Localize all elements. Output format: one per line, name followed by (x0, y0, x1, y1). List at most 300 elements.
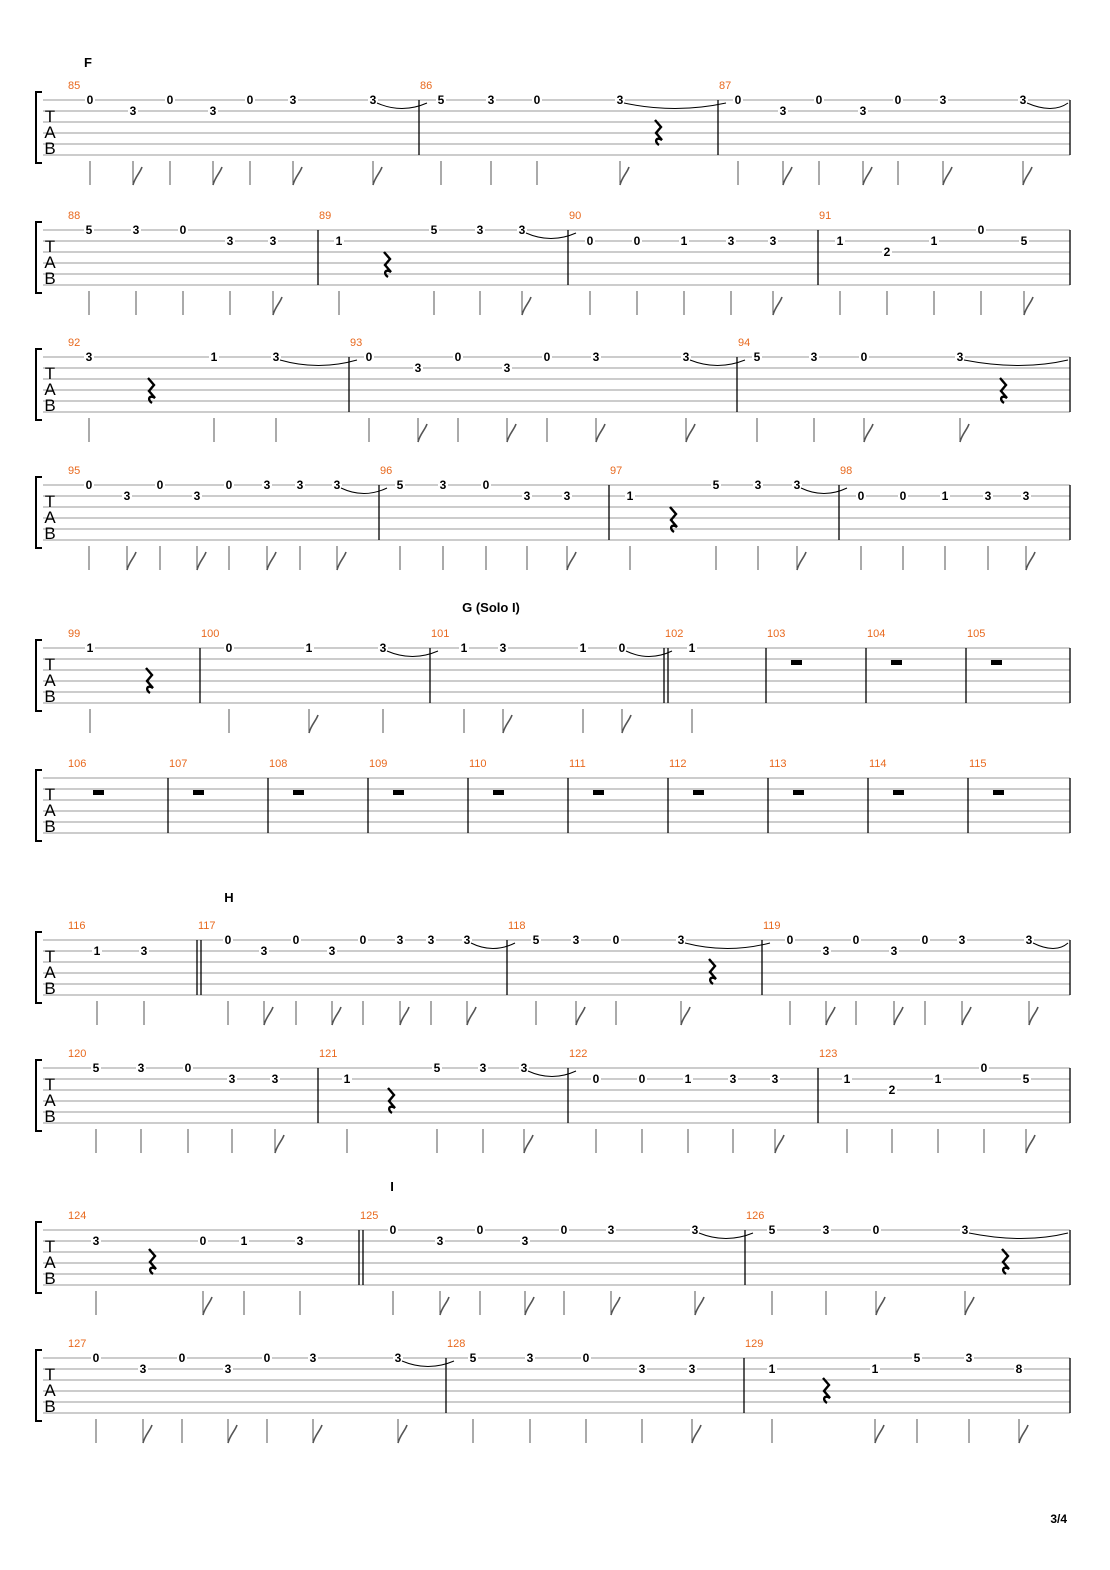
fret-number: 3 (193, 489, 201, 503)
fret-number: 5 (753, 350, 761, 364)
tab-clef-letter: B (44, 687, 56, 706)
tab-clef-letter: T (44, 492, 56, 511)
measure-number: 123 (819, 1048, 838, 1060)
fret-number: 3 (228, 1072, 236, 1086)
fret-number: 0 (199, 1234, 207, 1248)
half-rest (493, 790, 504, 795)
measure-number: 90 (569, 210, 582, 222)
fret-number: 1 (836, 234, 844, 248)
tab-clef-letter: B (44, 817, 56, 836)
fret-number: 1 (768, 1362, 776, 1376)
fret-number: 1 (680, 234, 688, 248)
fret-number: 3 (727, 234, 735, 248)
fret-number: 3 (263, 478, 271, 492)
tab-clef-letter: A (44, 1381, 56, 1400)
measure-number: 117 (198, 920, 216, 932)
half-rest (793, 790, 804, 795)
measure-number: 128 (447, 1338, 466, 1350)
tie-arc (964, 360, 1068, 366)
measure-number: 113 (769, 758, 787, 770)
measure-number: 121 (319, 1048, 338, 1060)
fret-number: 3 (479, 1061, 487, 1075)
fret-number: 3 (328, 944, 336, 958)
fret-number: 3 (503, 361, 511, 375)
fret-number: 0 (482, 478, 490, 492)
fret-number: 0 (894, 93, 902, 107)
fret-number: 0 (454, 350, 462, 364)
tab-clef-letter: A (44, 963, 56, 982)
tie-arc (341, 488, 387, 494)
fret-number: 3 (769, 234, 777, 248)
fret-number: 3 (779, 104, 787, 118)
fret-number: 0 (359, 933, 367, 947)
tab-clef-letter: A (44, 253, 56, 272)
eighth-flag (775, 1135, 784, 1153)
system-bracket (36, 349, 42, 420)
eighth-flag (875, 1425, 884, 1443)
tab-clef-letter: T (44, 237, 56, 256)
fret-number: 1 (335, 234, 343, 248)
fret-number: 3 (463, 933, 471, 947)
tie-arc (626, 651, 672, 657)
tab-system (36, 1338, 1070, 1443)
fret-number: 3 (810, 350, 818, 364)
eighth-flag (467, 1007, 476, 1025)
quarter-rest (670, 507, 677, 532)
fret-number: 3 (139, 1362, 147, 1376)
measure-number: 101 (431, 628, 450, 640)
eighth-flag (567, 552, 576, 570)
half-rest (193, 790, 204, 795)
fret-number: 3 (309, 1351, 317, 1365)
tie-arc (969, 1233, 1068, 1239)
fret-number: 3 (688, 1362, 696, 1376)
fret-number: 0 (734, 93, 742, 107)
fret-number: 0 (980, 1061, 988, 1075)
eighth-flag (503, 715, 512, 733)
tab-clef-letter: A (44, 671, 56, 690)
half-rest (393, 790, 404, 795)
fret-number: 0 (582, 1351, 590, 1365)
eighth-flag (143, 1425, 152, 1443)
fret-number: 1 (843, 1072, 851, 1086)
fret-number: 3 (607, 1223, 615, 1237)
measure-number: 103 (767, 628, 786, 640)
fret-number: 1 (941, 489, 949, 503)
fret-number: 3 (1025, 933, 1033, 947)
fret-number: 3 (958, 933, 966, 947)
eighth-flag (863, 167, 872, 185)
fret-number: 0 (852, 933, 860, 947)
fret-number: 5 (1020, 234, 1028, 248)
fret-number: 3 (269, 234, 277, 248)
fret-number: 3 (296, 478, 304, 492)
fret-number: 3 (793, 478, 801, 492)
eighth-flag (332, 1007, 341, 1025)
fret-number: 0 (292, 933, 300, 947)
system-bracket (36, 1222, 42, 1293)
fret-number: 0 (86, 93, 94, 107)
fret-number: 3 (965, 1351, 973, 1365)
measure-number: 88 (68, 210, 81, 222)
fret-number: 1 (871, 1362, 879, 1376)
half-rest (991, 660, 1002, 665)
measure-number: 106 (68, 758, 87, 770)
fret-number: 5 (433, 1061, 441, 1075)
fret-number: 0 (533, 93, 541, 107)
system-bracket (36, 477, 42, 548)
tab-system (36, 600, 1070, 733)
tab-system (36, 55, 1070, 185)
fret-number: 1 (688, 641, 696, 655)
fret-number: 5 (532, 933, 540, 947)
fret-number: 1 (240, 1234, 248, 1248)
tab-clef-letter: B (44, 524, 56, 543)
fret-number: 0 (977, 223, 985, 237)
eighth-flag (1023, 167, 1032, 185)
fret-number: 0 (225, 478, 233, 492)
tab-system (36, 210, 1070, 315)
tab-clef-letter: B (44, 1107, 56, 1126)
fret-number: 1 (460, 641, 468, 655)
fret-number: 8 (1015, 1362, 1023, 1376)
fret-number: 0 (872, 1223, 880, 1237)
fret-number: 0 (899, 489, 907, 503)
half-rest (993, 790, 1004, 795)
fret-number: 0 (786, 933, 794, 947)
tie-arc (1033, 943, 1068, 949)
fret-number: 3 (487, 93, 495, 107)
fret-number: 3 (289, 93, 297, 107)
fret-number: 3 (859, 104, 867, 118)
eighth-flag (213, 167, 222, 185)
eighth-flag (943, 167, 952, 185)
eighth-flag (525, 1297, 534, 1315)
tab-clef-letter: T (44, 1365, 56, 1384)
system-bracket (36, 92, 42, 163)
tab-system (36, 758, 1070, 841)
fret-number: 0 (612, 933, 620, 947)
eighth-flag (133, 167, 142, 185)
fret-number: 3 (729, 1072, 737, 1086)
tab-clef-letter: B (44, 1397, 56, 1416)
system-bracket (36, 1060, 42, 1131)
half-rest (791, 660, 802, 665)
fret-number: 0 (178, 1351, 186, 1365)
fret-number: 3 (638, 1362, 646, 1376)
tab-clef-letter: T (44, 364, 56, 383)
measure-number: 92 (68, 337, 81, 349)
tab-clef-letter: A (44, 1091, 56, 1110)
measure-number: 91 (819, 210, 832, 222)
fret-number: 1 (86, 641, 94, 655)
tab-clef-letter: B (44, 979, 56, 998)
measure-number: 108 (269, 758, 288, 770)
section-label: I (390, 1179, 394, 1194)
fret-number: 3 (132, 223, 140, 237)
fret-number: 3 (956, 350, 964, 364)
tab-clef-letter: B (44, 139, 56, 158)
fret-number: 3 (296, 1234, 304, 1248)
tab-clef-letter: T (44, 1075, 56, 1094)
measure-number: 127 (68, 1338, 87, 1350)
fret-number: 0 (389, 1223, 397, 1237)
fret-number: 3 (260, 944, 268, 958)
section-label: F (84, 55, 92, 70)
system-bracket (36, 1350, 42, 1421)
tab-clef-letter: B (44, 269, 56, 288)
eighth-flag (620, 167, 629, 185)
systems-layer (36, 55, 1070, 1443)
tab-clef-letter: A (44, 1253, 56, 1272)
tab-system (36, 890, 1070, 1025)
tab-clef-letter: A (44, 380, 56, 399)
fret-number: 0 (860, 350, 868, 364)
measure-number: 111 (569, 758, 586, 770)
section-label: G (Solo I) (462, 600, 520, 615)
fret-number: 0 (179, 223, 187, 237)
measure-number: 96 (380, 465, 393, 477)
fret-number: 3 (592, 350, 600, 364)
fret-number: 3 (499, 641, 507, 655)
fret-number: 3 (691, 1223, 699, 1237)
tab-clef-letter: A (44, 123, 56, 142)
fret-number: 3 (396, 933, 404, 947)
tie-arc (685, 943, 770, 949)
fret-number: 1 (305, 641, 313, 655)
eighth-flag (275, 1135, 284, 1153)
measure-number: 125 (360, 1210, 379, 1222)
eighth-flag (1026, 1135, 1035, 1153)
measure-number: 97 (610, 465, 623, 477)
fret-number: 3 (526, 1351, 534, 1365)
fret-number: 0 (246, 93, 254, 107)
eighth-flag (1029, 1007, 1038, 1025)
fret-number: 3 (271, 1072, 279, 1086)
tab-clef-letter: A (44, 801, 56, 820)
fret-number: 3 (123, 489, 131, 503)
section-label: H (224, 890, 234, 905)
tab-system (36, 1048, 1070, 1153)
eighth-flag (127, 552, 136, 570)
tie-arc (280, 360, 357, 366)
measure-number: 112 (669, 758, 687, 770)
fret-number: 0 (184, 1061, 192, 1075)
fret-number: 3 (414, 361, 422, 375)
fret-number: 5 (430, 223, 438, 237)
tie-arc (1027, 103, 1068, 109)
quarter-rest (1002, 1249, 1009, 1274)
measure-number: 86 (420, 80, 433, 92)
fret-number: 0 (543, 350, 551, 364)
tie-arc (528, 1071, 576, 1077)
fret-number: 0 (365, 350, 373, 364)
fret-number: 3 (333, 478, 341, 492)
half-rest (293, 790, 304, 795)
tie-arc (801, 488, 847, 494)
eighth-flag (264, 1007, 273, 1025)
eighth-flag (337, 552, 346, 570)
measure-number: 110 (469, 758, 487, 770)
fret-number: 3 (129, 104, 137, 118)
eighth-flag (783, 167, 792, 185)
fret-number: 5 (396, 478, 404, 492)
measure-number: 93 (350, 337, 363, 349)
fret-number: 3 (369, 93, 377, 107)
eighth-flag (611, 1297, 620, 1315)
fret-number: 3 (521, 1234, 529, 1248)
eighth-flag (522, 297, 531, 315)
measure-number: 89 (319, 210, 332, 222)
fret-number: 3 (427, 933, 435, 947)
fret-number: 1 (579, 641, 587, 655)
fret-number: 0 (225, 641, 233, 655)
fret-number: 0 (638, 1072, 646, 1086)
tab-clef-letter: T (44, 785, 56, 804)
measure-number: 122 (569, 1048, 588, 1060)
eighth-flag (418, 424, 427, 442)
half-rest (93, 790, 104, 795)
eighth-flag (440, 1297, 449, 1315)
fret-number: 3 (518, 223, 526, 237)
fret-number: 5 (85, 223, 93, 237)
fret-number: 0 (592, 1072, 600, 1086)
eighth-flag (400, 1007, 409, 1025)
fret-number: 3 (272, 350, 280, 364)
eighth-flag (596, 424, 605, 442)
fret-number: 3 (939, 93, 947, 107)
fret-number: 0 (921, 933, 929, 947)
fret-number: 5 (913, 1351, 921, 1365)
eighth-flag (507, 424, 516, 442)
eighth-flag (1024, 297, 1033, 315)
fret-number: 0 (224, 933, 232, 947)
system-bracket (36, 932, 42, 1003)
fret-number: 0 (476, 1223, 484, 1237)
eighth-flag (797, 552, 806, 570)
measure-number: 116 (68, 920, 86, 932)
measure-number: 105 (967, 628, 986, 640)
fret-number: 5 (768, 1223, 776, 1237)
fret-number: 5 (1022, 1072, 1030, 1086)
fret-number: 0 (85, 478, 93, 492)
fret-number: 3 (224, 1362, 232, 1376)
eighth-flag (524, 1135, 533, 1153)
fret-number: 3 (616, 93, 624, 107)
fret-number: 2 (883, 245, 891, 259)
fret-number: 3 (822, 1223, 830, 1237)
half-rest (693, 790, 704, 795)
quarter-rest (149, 1249, 156, 1274)
eighth-flag (695, 1297, 704, 1315)
system-bracket (36, 640, 42, 711)
tab-clef-letter: T (44, 107, 56, 126)
fret-number: 5 (712, 478, 720, 492)
fret-number: 0 (857, 489, 865, 503)
measure-number: 102 (665, 628, 684, 640)
fret-number: 3 (1019, 93, 1027, 107)
eighth-flag (273, 297, 282, 315)
tab-system (36, 465, 1070, 570)
eighth-flag (894, 1007, 903, 1025)
fret-number: 3 (563, 489, 571, 503)
fret-number: 3 (572, 933, 580, 947)
system-bracket (36, 222, 42, 293)
eighth-flag (197, 552, 206, 570)
fret-number: 3 (394, 1351, 402, 1365)
fret-number: 1 (684, 1072, 692, 1086)
half-rest (893, 790, 904, 795)
quarter-rest (384, 252, 391, 277)
eighth-flag (267, 552, 276, 570)
eighth-flag (960, 424, 969, 442)
fret-number: 3 (682, 350, 690, 364)
fret-number: 3 (226, 234, 234, 248)
fret-number: 5 (437, 93, 445, 107)
fret-number: 3 (439, 478, 447, 492)
measure-number: 115 (969, 758, 987, 770)
measure-number: 87 (719, 80, 732, 92)
fret-number: 3 (1022, 489, 1030, 503)
fret-number: 0 (263, 1351, 271, 1365)
fret-number: 3 (677, 933, 685, 947)
tab-clef-letter: T (44, 655, 56, 674)
fret-number: 3 (961, 1223, 969, 1237)
tab-clef-letter: B (44, 1269, 56, 1288)
measure-number: 129 (745, 1338, 764, 1350)
tab-clef-letter: T (44, 1237, 56, 1256)
measure-number: 120 (68, 1048, 87, 1060)
measure-number: 118 (508, 920, 526, 932)
fret-number: 1 (93, 944, 101, 958)
tab-clef-letter: A (44, 508, 56, 527)
eighth-flag (965, 1297, 974, 1315)
eighth-flag (398, 1425, 407, 1443)
measure-number: 114 (869, 758, 887, 770)
fret-number: 0 (166, 93, 174, 107)
eighth-flag (1026, 552, 1035, 570)
fret-number: 3 (85, 350, 93, 364)
eighth-flag (293, 167, 302, 185)
fret-number: 3 (523, 489, 531, 503)
fret-number: 1 (934, 1072, 942, 1086)
fret-number: 0 (618, 641, 626, 655)
fret-number: 3 (984, 489, 992, 503)
eighth-flag (681, 1007, 690, 1025)
measure-number: 100 (201, 628, 220, 640)
quarter-rest (709, 959, 716, 984)
measure-number: 107 (169, 758, 188, 770)
eighth-flag (309, 715, 318, 733)
measure-number: 124 (68, 1210, 87, 1222)
measure-number: 99 (68, 628, 81, 640)
fret-number: 3 (140, 944, 148, 958)
tie-arc (624, 103, 726, 109)
eighth-flag (576, 1007, 585, 1025)
fret-number: 3 (754, 478, 762, 492)
eighth-flag (692, 1425, 701, 1443)
fret-number: 2 (888, 1083, 896, 1097)
fret-number: 0 (815, 93, 823, 107)
measure-number: 109 (369, 758, 388, 770)
fret-number: 1 (343, 1072, 351, 1086)
tab-clef-letter: T (44, 947, 56, 966)
tie-arc (471, 943, 515, 949)
fret-number: 1 (626, 489, 634, 503)
eighth-flag (876, 1297, 885, 1315)
fret-number: 0 (560, 1223, 568, 1237)
eighth-flag (373, 167, 382, 185)
